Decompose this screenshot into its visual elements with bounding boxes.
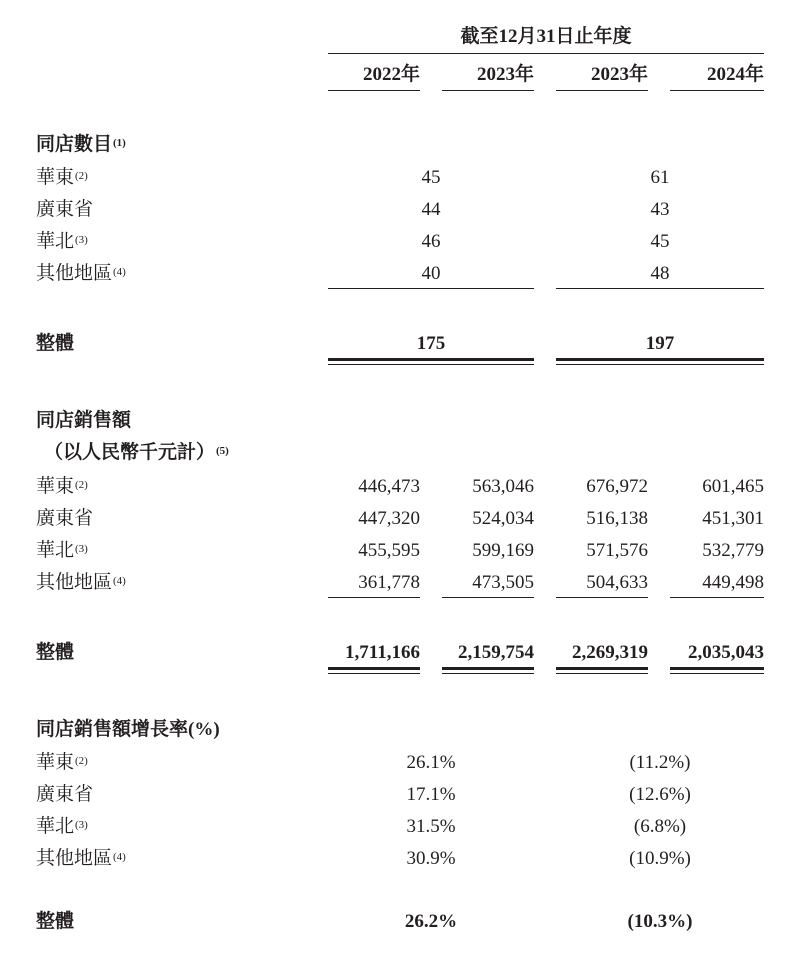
count-cell: 48 bbox=[650, 263, 670, 284]
total-cell: 1,711,166 bbox=[345, 642, 420, 663]
sales-cell: 473,505 bbox=[472, 572, 534, 593]
sales-cell: 361,778 bbox=[358, 572, 420, 593]
row-label: 其他地區$^{(4)}$ bbox=[36, 263, 126, 284]
sales-cell: 599,169 bbox=[472, 540, 534, 561]
section-title-store-count: 同店數目$^{(1)}$ bbox=[36, 134, 126, 155]
growth-cell: (12.6%) bbox=[629, 784, 691, 805]
growth-cell: (6.8%) bbox=[633, 816, 687, 837]
growth-cell: (10.9%) bbox=[629, 848, 691, 869]
growth-cell: 17.1% bbox=[406, 784, 456, 805]
sales-cell: 449,498 bbox=[702, 572, 764, 593]
subtotal-rule bbox=[442, 597, 534, 598]
total-cell: 26.2% bbox=[404, 911, 458, 932]
section-subtitle-unit: （以人民幣千元計）$^{(5)}$ bbox=[44, 442, 229, 463]
sales-cell: 524,034 bbox=[472, 508, 534, 529]
total-double-rule bbox=[556, 667, 648, 674]
row-label: 其他地區$^{(4)}$ bbox=[36, 572, 126, 593]
total-double-rule bbox=[670, 667, 764, 674]
row-label: 其他地區$^{(4)}$ bbox=[36, 848, 126, 869]
total-cell: (10.3%) bbox=[627, 911, 693, 932]
growth-cell: 30.9% bbox=[406, 848, 456, 869]
count-cell: 44 bbox=[421, 199, 441, 220]
row-label: 廣東省 bbox=[36, 508, 94, 529]
column-header-2024: 2024年 bbox=[706, 64, 764, 85]
column-rule bbox=[442, 90, 534, 91]
count-cell: 46 bbox=[421, 231, 441, 252]
sales-cell: 504,633 bbox=[586, 572, 648, 593]
subtotal-rule bbox=[328, 288, 534, 289]
sales-cell: 446,473 bbox=[358, 476, 420, 497]
row-label: 廣東省 bbox=[36, 784, 94, 805]
sales-cell: 563,046 bbox=[472, 476, 534, 497]
subtotal-rule bbox=[328, 597, 420, 598]
section-title-growth: 同店銷售額增長率(%) bbox=[36, 719, 220, 740]
count-cell: 61 bbox=[650, 167, 670, 188]
column-header-2023b: 2023年 bbox=[590, 64, 648, 85]
section-title-store-sales: 同店銷售額 bbox=[36, 410, 132, 431]
subtotal-rule bbox=[556, 597, 648, 598]
total-cell: 197 bbox=[645, 333, 675, 354]
row-label: 華東$^{(2)}$ bbox=[36, 476, 88, 497]
row-label: 華東$^{(2)}$ bbox=[36, 752, 88, 773]
column-rule bbox=[670, 90, 764, 91]
growth-cell: 31.5% bbox=[406, 816, 456, 837]
header-rule bbox=[328, 53, 764, 54]
sales-cell: 601,465 bbox=[702, 476, 764, 497]
column-rule bbox=[328, 90, 420, 91]
row-label: 華北$^{(3)}$ bbox=[36, 540, 88, 561]
total-cell: 2,269,319 bbox=[572, 642, 648, 663]
column-rule bbox=[556, 90, 648, 91]
sales-cell: 516,138 bbox=[586, 508, 648, 529]
total-cell: 2,159,754 bbox=[458, 642, 534, 663]
count-cell: 40 bbox=[421, 263, 441, 284]
growth-cell: (11.2%) bbox=[629, 752, 691, 773]
total-label: 整體 bbox=[36, 642, 75, 663]
row-label: 廣東省 bbox=[36, 199, 94, 220]
sales-cell: 455,595 bbox=[358, 540, 420, 561]
column-header-2023a: 2023年 bbox=[476, 64, 534, 85]
sales-cell: 676,972 bbox=[586, 476, 648, 497]
row-label: 華東$^{(2)}$ bbox=[36, 167, 88, 188]
sales-cell: 571,576 bbox=[586, 540, 648, 561]
sales-cell: 447,320 bbox=[358, 508, 420, 529]
total-double-rule bbox=[328, 358, 534, 365]
total-label: 整體 bbox=[36, 911, 75, 932]
row-label: 華北$^{(3)}$ bbox=[36, 816, 88, 837]
sales-cell: 532,779 bbox=[702, 540, 764, 561]
sales-cell: 451,301 bbox=[702, 508, 764, 529]
row-label: 華北$^{(3)}$ bbox=[36, 231, 88, 252]
total-double-rule bbox=[328, 667, 420, 674]
total-cell: 175 bbox=[416, 333, 446, 354]
growth-cell: 26.1% bbox=[406, 752, 456, 773]
column-header-2022: 2022年 bbox=[362, 64, 420, 85]
count-cell: 45 bbox=[421, 167, 441, 188]
count-cell: 43 bbox=[650, 199, 670, 220]
period-heading: 截至12月31日止年度 bbox=[460, 26, 632, 47]
total-double-rule bbox=[442, 667, 534, 674]
subtotal-rule bbox=[556, 288, 764, 289]
count-cell: 45 bbox=[650, 231, 670, 252]
total-label: 整體 bbox=[36, 333, 75, 354]
total-cell: 2,035,043 bbox=[688, 642, 764, 663]
subtotal-rule bbox=[670, 597, 764, 598]
total-double-rule bbox=[556, 358, 764, 365]
